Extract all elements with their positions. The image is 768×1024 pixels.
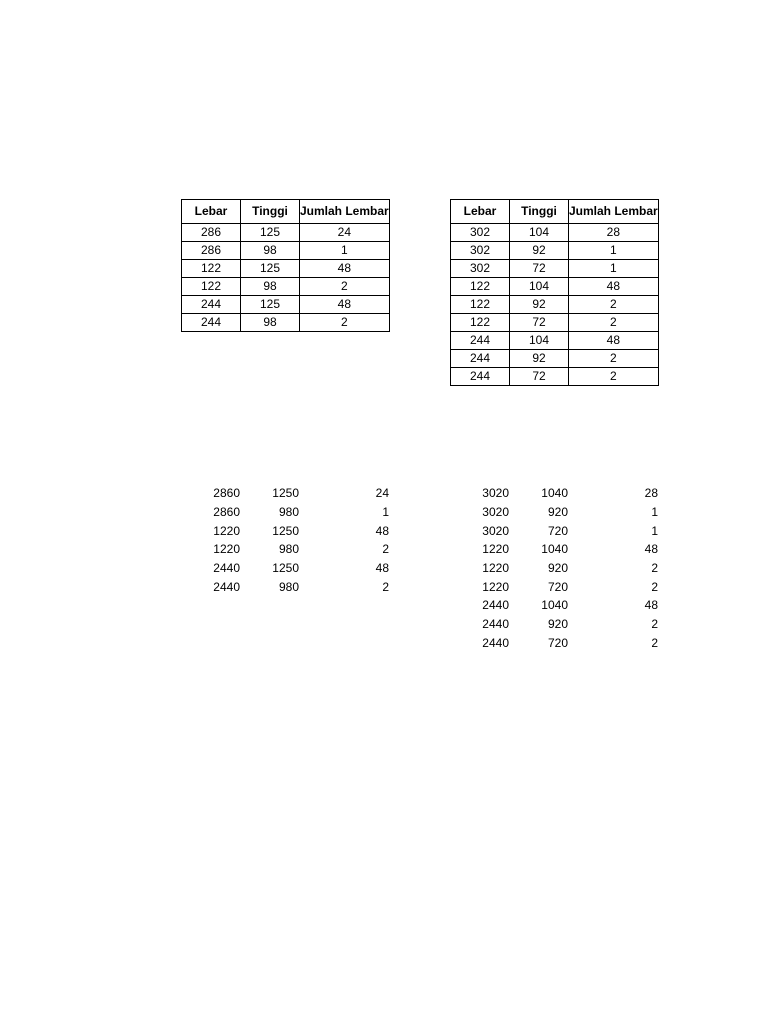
cell-lebar: 1220	[213, 542, 240, 557]
block-body	[181, 484, 389, 596]
value-row	[450, 615, 658, 634]
table-row	[451, 332, 659, 350]
cell-lebar: 286	[182, 242, 241, 260]
column-header-jumlah-lembar: Jumlah Lembar	[569, 200, 659, 224]
column-header-tinggi: Tinggi	[241, 200, 300, 224]
cell-lebar: 244	[451, 332, 510, 350]
cell-jumlah-lembar: 1	[569, 260, 659, 278]
cell-tinggi: 92	[510, 242, 569, 260]
cell-tinggi: 98	[241, 314, 300, 332]
cell-jumlah-lembar: 28	[644, 486, 658, 501]
cell-tinggi: 104	[510, 332, 569, 350]
cell-jumlah-lembar: 1	[300, 242, 390, 260]
cell-jumlah-lembar: 2	[569, 368, 659, 386]
cell-jumlah-lembar: 48	[375, 523, 389, 538]
dimensions-table-left	[181, 199, 390, 332]
cell-tinggi: 720	[547, 523, 568, 538]
column-header-lebar: Lebar	[451, 200, 510, 224]
cell-lebar: 2860	[213, 486, 240, 501]
value-row	[450, 596, 658, 615]
cell-jumlah-lembar: 1	[651, 505, 658, 520]
cell-lebar: 122	[182, 278, 241, 296]
value-row	[450, 484, 658, 503]
cell-lebar: 302	[451, 260, 510, 278]
value-row	[450, 540, 658, 559]
cell-jumlah-lembar: 2	[382, 579, 389, 594]
cell-tinggi: 920	[547, 505, 568, 520]
cell-jumlah-lembar: 28	[569, 224, 659, 242]
cell-lebar: 2440	[482, 598, 509, 613]
cell-jumlah-lembar: 2	[651, 617, 658, 632]
cell-tinggi: 98	[241, 242, 300, 260]
cell-tinggi: 125	[241, 260, 300, 278]
cell-lebar: 286	[182, 224, 241, 242]
cell-tinggi: 104	[510, 278, 569, 296]
cell-tinggi: 72	[510, 368, 569, 386]
cell-tinggi: 92	[510, 350, 569, 368]
cell-tinggi: 92	[510, 296, 569, 314]
value-row	[181, 559, 389, 578]
value-row	[181, 540, 389, 559]
cell-lebar: 244	[451, 368, 510, 386]
cell-tinggi: 980	[278, 579, 299, 594]
cell-jumlah-lembar: 48	[569, 278, 659, 296]
table-row	[182, 296, 390, 314]
cell-lebar: 1220	[482, 561, 509, 576]
cell-jumlah-lembar: 1	[569, 242, 659, 260]
cell-tinggi: 1040	[541, 598, 568, 613]
cell-jumlah-lembar: 48	[375, 561, 389, 576]
cell-tinggi: 125	[241, 224, 300, 242]
cell-jumlah-lembar: 48	[569, 332, 659, 350]
cell-jumlah-lembar: 24	[375, 486, 389, 501]
cell-tinggi: 1250	[272, 561, 299, 576]
block-body	[450, 484, 658, 652]
scaled-values-block-right	[450, 484, 658, 652]
cell-lebar: 1220	[482, 579, 509, 594]
table-body	[451, 224, 659, 386]
value-row	[450, 503, 658, 522]
value-row	[450, 577, 658, 596]
cell-jumlah-lembar: 2	[300, 278, 390, 296]
cell-jumlah-lembar: 2	[569, 296, 659, 314]
cell-lebar: 122	[182, 260, 241, 278]
cell-tinggi: 1250	[272, 486, 299, 501]
cell-tinggi: 920	[547, 617, 568, 632]
cell-lebar: 302	[451, 242, 510, 260]
cell-lebar: 244	[182, 296, 241, 314]
value-row	[450, 559, 658, 578]
cell-jumlah-lembar: 24	[300, 224, 390, 242]
cell-jumlah-lembar: 48	[644, 542, 658, 557]
column-header-tinggi: Tinggi	[510, 200, 569, 224]
table-header-row	[182, 200, 390, 224]
cell-tinggi: 1040	[541, 542, 568, 557]
cell-lebar: 1220	[482, 542, 509, 557]
cell-lebar: 122	[451, 314, 510, 332]
value-row	[181, 503, 389, 522]
table-row	[451, 242, 659, 260]
table-body	[182, 224, 390, 332]
table-row	[451, 224, 659, 242]
cell-lebar: 2440	[213, 579, 240, 594]
value-row	[181, 484, 389, 503]
cell-jumlah-lembar: 2	[651, 579, 658, 594]
cell-lebar: 302	[451, 224, 510, 242]
table-row	[451, 278, 659, 296]
cell-jumlah-lembar: 2	[300, 314, 390, 332]
table-row	[451, 350, 659, 368]
table-row	[182, 314, 390, 332]
table-row	[182, 260, 390, 278]
cell-lebar: 244	[451, 350, 510, 368]
value-row	[450, 521, 658, 540]
cell-tinggi: 72	[510, 260, 569, 278]
column-header-jumlah-lembar: Jumlah Lembar	[300, 200, 390, 224]
cell-jumlah-lembar: 2	[651, 561, 658, 576]
cell-lebar: 2440	[213, 561, 240, 576]
value-row	[450, 634, 658, 653]
cell-jumlah-lembar: 48	[300, 296, 390, 314]
table-row	[451, 260, 659, 278]
cell-lebar: 2440	[482, 635, 509, 650]
cell-tinggi: 720	[547, 579, 568, 594]
table-row	[182, 278, 390, 296]
cell-jumlah-lembar: 2	[569, 314, 659, 332]
cell-jumlah-lembar: 2	[569, 350, 659, 368]
cell-tinggi: 980	[278, 542, 299, 557]
cell-jumlah-lembar: 2	[651, 635, 658, 650]
cell-tinggi: 980	[278, 505, 299, 520]
cell-tinggi: 104	[510, 224, 569, 242]
cell-tinggi: 920	[547, 561, 568, 576]
cell-lebar: 122	[451, 278, 510, 296]
cell-lebar: 2860	[213, 505, 240, 520]
cell-jumlah-lembar: 2	[382, 542, 389, 557]
value-row	[181, 521, 389, 540]
cell-jumlah-lembar: 1	[651, 523, 658, 538]
table-row	[451, 368, 659, 386]
table-row	[451, 296, 659, 314]
cell-tinggi: 1250	[272, 523, 299, 538]
cell-tinggi: 125	[241, 296, 300, 314]
cell-jumlah-lembar: 48	[300, 260, 390, 278]
table-row	[182, 224, 390, 242]
cell-lebar: 3020	[482, 486, 509, 501]
table-row	[451, 314, 659, 332]
cell-jumlah-lembar: 48	[644, 598, 658, 613]
cell-tinggi: 1040	[541, 486, 568, 501]
scaled-values-block-left	[181, 484, 389, 596]
column-header-lebar: Lebar	[182, 200, 241, 224]
cell-tinggi: 98	[241, 278, 300, 296]
cell-lebar: 2440	[482, 617, 509, 632]
cell-lebar: 3020	[482, 523, 509, 538]
cell-lebar: 1220	[213, 523, 240, 538]
table-row	[182, 242, 390, 260]
dimensions-table-right	[450, 199, 659, 386]
cell-lebar: 122	[451, 296, 510, 314]
cell-jumlah-lembar: 1	[382, 505, 389, 520]
cell-lebar: 3020	[482, 505, 509, 520]
cell-tinggi: 72	[510, 314, 569, 332]
table-header-row	[451, 200, 659, 224]
value-row	[181, 577, 389, 596]
cell-lebar: 244	[182, 314, 241, 332]
cell-tinggi: 720	[547, 635, 568, 650]
